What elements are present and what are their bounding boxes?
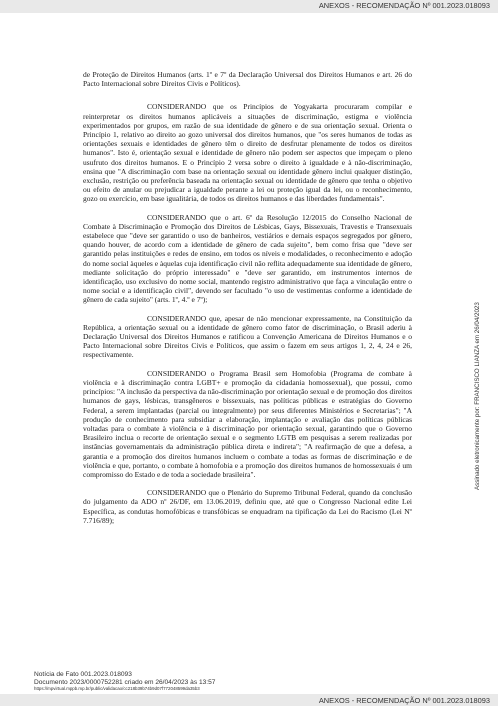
footer-notice-number: Notícia de Fato 001.2023.018093 xyxy=(34,671,132,678)
top-annex-bar xyxy=(0,0,498,13)
annex-reference-footer: ANEXOS - RECOMENDAÇÃO Nº 001.2023.018093 xyxy=(318,696,490,705)
paragraph-1: de Proteção de Direitos Humanos (arts. 1º e 7º da Declaração Universal dos Direitos Humanos e art. 26 do Pacto Internacional sobre Direitos Civis e Políticos). xyxy=(83,70,412,89)
paragraph-yogyakarta: CONSIDERANDO que os Princípios de Yogyakarta procuraram compilar e reinterpretar os direitos humanos aplicáveis a situações de discriminação, estigma e violência experimentados por grupos, em razão de sua identidade de gênero e de sua orientação sexual. Orienta o Princípio 1, relativo ao direito ao gozo universal dos direitos humanos, que "os seres humanos de todas as orientações sexuais e identidades de gênero têm o direito de desfrutar plenamente de todos os direitos humanos". Isto é, orientação sexual e identidade de gênero não podem ser aspectos que impeçam o pleno usufruto dos direitos humanos. E o Princípio 2 versa sobre o direito à igualdade e à não-discriminação, ensina que "A discriminação com base na orientação sexual ou identidade gênero inclui qualquer distinção, exclusão, restrição ou preferência baseada na orientação sexual ou identidade de gênero que tenha o objetivo ou efeito de anular ou prejudicar a igualdade perante a lei ou proteção igual da lei, ou o reconhecimento, gozo ou exercício, em base igualitária, de todos os direitos humanos e das liberdades fundamentais". xyxy=(83,102,412,204)
electronic-signature-note: Assinado eletronicamente por: FRANCISCO LIANZA em 26/04/2023 xyxy=(474,302,481,490)
document-body xyxy=(83,70,412,525)
paragraph-brasil-sem-homofobia: CONSIDERANDO o Programa Brasil sem Homofobia (Programa de combate à violência e à discriminação contra LGBT+ e promoção da cidadania homossexual), que possui, como princípios: "A inclusão da perspectiva da não-discriminação por orientação sexual e de promoção dos direitos humanos de gays, lésbicas, transgêneros e bissexuais, nas políticas públicas e estratégias do Governo Federal, a serem implantadas (parcial ou integralmente) por seus diferentes Ministérios e Secretarias"; "A produção de conhecimento para subsidiar a elaboração, implantação e avaliação das políticas públicas voltadas para o combate à violência e à discriminação por orientação sexual, garantindo que o Governo Brasileiro inclua o recorte de orientação sexual e o segmento LGTB em pesquisas a serem realizadas por instâncias governamentais da administração pública direta e indireta"; "A reafirmação de que a defesa, a garantia e a promoção dos direitos humanos incluem o combate a todas as formas de discriminação e de violência e que, portanto, o combate à homofobia e a promoção dos direitos humanos de homossexuais é um compromisso do Estado e de toda a sociedade brasileira". xyxy=(83,368,412,479)
bottom-annex-bar xyxy=(0,694,498,706)
paragraph-resolution-12-2015: CONSIDERANDO que o art. 6º da Resolução 12/2015 do Conselho Nacional de Combate à Discriminação e Promoção dos Direitos de Lésbicas, Gays, Bissexuais, Travestis e Transexuais estabelece que "deve ser garantido o uso de banheiros, vestiários e demais espaços segregados por gênero, quando houver, de acordo com a identidade de gênero de cada sujeito", bem como frisa que "deve ser garantido pelas instituições e redes de ensino, em todos os níveis e modalidades, o reconhecimento e adoção do nome social àqueles e àquelas cuja identificação civil não reflita adequadamente sua identidade de gênero, mediante solicitação do próprio interessado" e "deve ser garantido, em instrumentos internos de identificação, uso exclusivo do nome social, mantendo registro administrativo que faça a vinculação entre o nome social e a identificação civil", devendo ser facultado "o uso de vestimentas conforme a identidade de gênero de cada sujeito" (arts. 1º, 4.º e 7º); xyxy=(83,212,412,305)
paragraph-constitution: CONSIDERANDO que, apesar de não mencionar expressamente, na Constituição da República, a orientação sexual ou a identidade de gênero como fator de discriminação, o Brasil aderiu à Declaração Universal dos Direitos Humanos e ratificou a Convenção Americana de Direitos Humanos e o Pacto Internacional sobre Direitos Civis e Políticos, que assim o fazem em seus artigos 1, 2, 4, 24 e 26, respectivamente. xyxy=(83,313,412,360)
footer-validation-link[interactable]: https://mpvirtual.mppb.mp.br/public/validacao/cc218b39b74b9d07f772048599da35b3 xyxy=(34,686,200,692)
paragraph-stf-ado-26: CONSIDERANDO que o Plenário do Supremo Tribunal Federal, quando da conclusão do julgamento da ADO nº 26/DF, em 13.06.2019, definiu que, até que o Congresso Nacional edite Lei Específica, as condutas homofóbicas e transfóbicas se enquadram na tipificação da Lei do Racismo (Lei Nº 7.716/89); xyxy=(83,488,412,525)
document-footer xyxy=(34,671,215,692)
footer-document-info: Documento 2023/0000752281 criado em 26/04/2023 às 13:57 xyxy=(34,678,216,686)
annex-reference-header: ANEXOS - RECOMENDAÇÃO Nº 001.2023.018093 xyxy=(318,1,490,10)
